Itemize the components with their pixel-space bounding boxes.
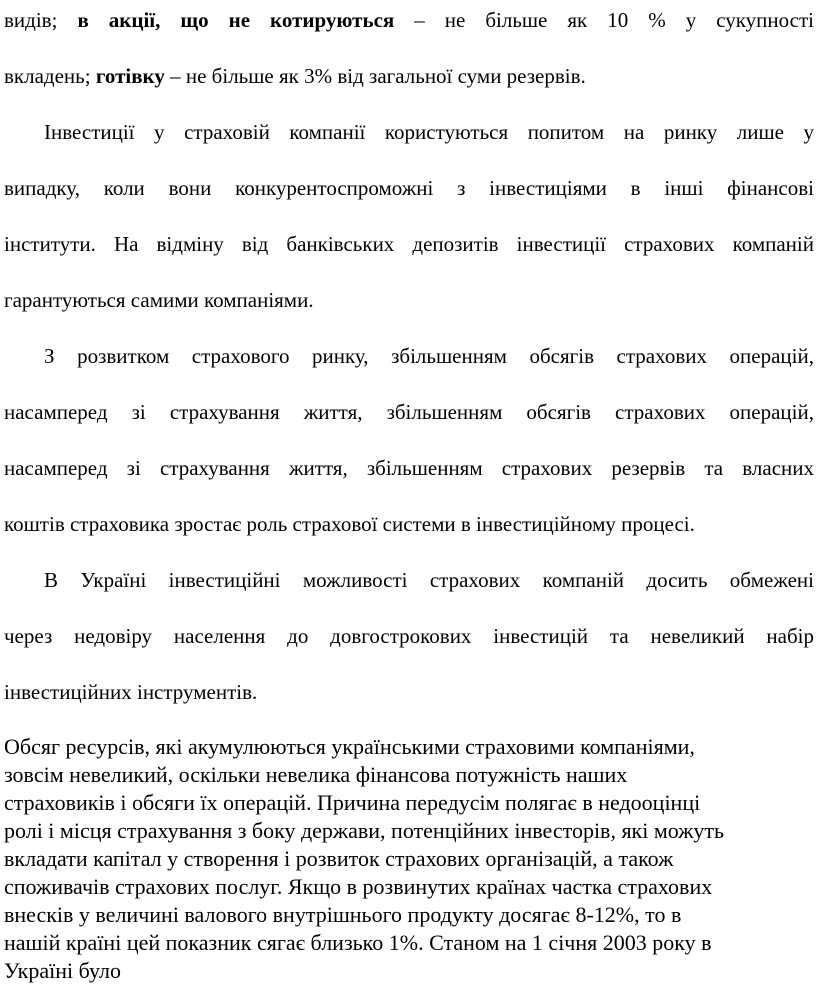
p2-line-3: інститути. На відміну від банківських депозитів інвестиції страхових компаній (4, 232, 814, 256)
p4-line-2: через недовіру населення до довгострокових інвестицій та невеликий набір (4, 624, 814, 648)
p1-line-1-pre: видів; (4, 8, 58, 32)
p2-line-4: гарантуються самими компаніями. (4, 288, 314, 312)
single-spaced-paragraph (4, 733, 804, 985)
p2-line-2: випадку, коли вони конкурентоспроможні з інвестиціями в інші фінансові (4, 176, 814, 200)
p1-line-1-post: – не більше як 10 % у сукупності (414, 8, 814, 32)
p5-line-5: вкладати капітал у створення і розвиток страхових організацій, а також (4, 846, 674, 871)
p1-line-2-post: – не більше як 3% від загальної суми резервів. (170, 64, 586, 88)
p4-line-1: В Україні інвестиційні можливості страхових компаній досить обмежені (44, 568, 814, 592)
p3-line-3: насамперед зі страхування життя, збільшенням страхових резервів та власних (4, 456, 814, 480)
p5-line-1: Обсяг ресурсів, які акумулюються українськими страховими компаніями, (4, 734, 695, 759)
p5-line-9: Україні було (4, 958, 121, 983)
p5-line-4: ролі і місця страхування з боку держави, потенційних інвесторів, які можуть (4, 818, 725, 843)
p4-line-3: інвестиційних інструментів. (4, 680, 258, 704)
p5-line-6: споживачів страхових послуг. Якщо в розвинутих країнах частка страхових (4, 874, 713, 899)
p5-line-3: страховиків і обсяги їх операцій. Причина передусім полягає в недооцінці (4, 790, 701, 815)
p2-line-1: Інвестиції у страховій компанії користуються попитом на ринку лише у (44, 120, 814, 144)
p3-line-4: коштів страховика зростає роль страхової системи в інвестиційному процесі. (4, 512, 695, 536)
p1-line-1-bold: в акції, що не котируються (77, 8, 395, 32)
p5-line-8: нашій країні цей показник сягає близько 1%. Станом на 1 січня 2003 року в (4, 930, 712, 955)
p5-line-7: внесків у величині валового внутрішнього продукту досягає 8-12%, то в (4, 902, 682, 927)
p5-line-2: зовсім невеликий, оскільки невелика фінансова потужність наших (4, 762, 628, 787)
p1-line-2-pre: вкладень; (4, 64, 91, 88)
p1-line-2 (4, 62, 814, 90)
p1-line-1 (4, 6, 814, 34)
p3-line-1: З розвитком страхового ринку, збільшенням обсягів страхових операцій, (44, 344, 814, 368)
p1-line-2-bold: готівку (95, 64, 165, 88)
p3-line-2: насамперед зі страхування життя, збільшенням обсягів страхових операцій, (4, 400, 814, 424)
